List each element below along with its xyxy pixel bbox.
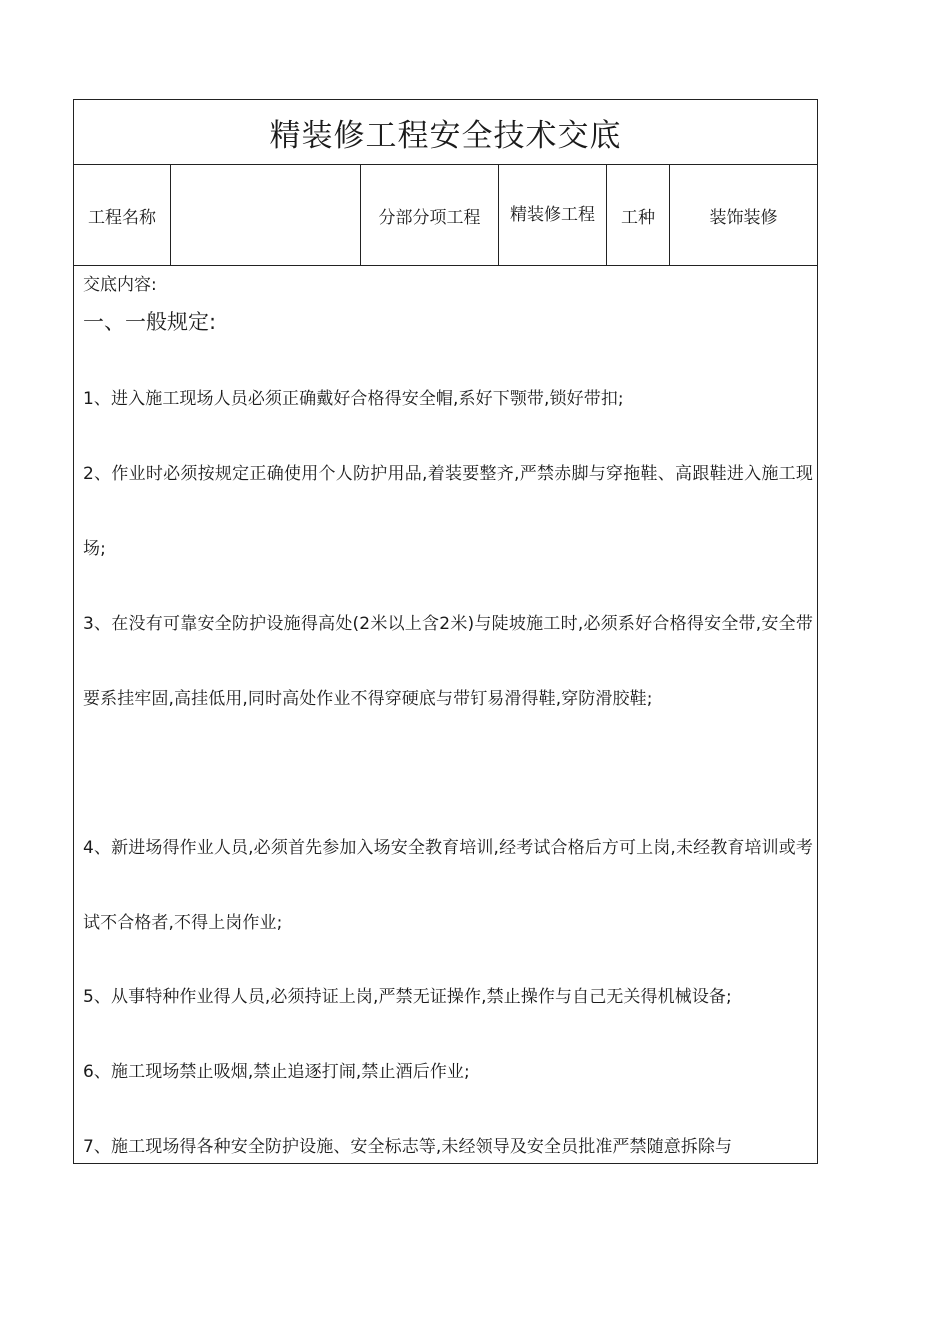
content-label: 交底内容: <box>83 275 157 295</box>
project-name-label: 工程名称 <box>88 207 156 228</box>
subproject-label: 分部分项工程 <box>360 165 498 265</box>
trade-label: 工种 <box>606 165 669 265</box>
disclosure-form <box>73 99 818 1164</box>
rule-item: 5、从事特种作业得人员,必须持证上岗,严禁无证操作,禁止操作与自己无关得机械设备; <box>83 987 732 1007</box>
section-heading: 一、一般规定: <box>83 310 217 334</box>
project-info-row <box>74 165 817 266</box>
rule-item: 2、作业时必须按规定正确使用个人防护用品,着装要整齐,严禁赤脚与穿拖鞋、高跟鞋进入施工现场; <box>83 464 813 559</box>
document-title: 精装修工程安全技术交底 <box>74 100 817 165</box>
rule-item: 4、新进场得作业人员,必须首先参加入场安全教育培训,经考试合格后方可上岗,未经教育培训或考试不合格者,不得上岗作业; <box>83 838 813 933</box>
rule-item: 7、施工现场得各种安全防护设施、安全标志等,未经领导及安全员批准严禁随意拆除与 <box>83 1137 733 1157</box>
rule-item: 6、施工现场禁止吸烟,禁止追逐打闹,禁止酒后作业; <box>83 1062 470 1082</box>
rule-item: 1、进入施工现场人员必须正确戴好合格得安全帽,系好下颚带,锁好带扣; <box>83 389 624 409</box>
rule-item: 3、在没有可靠安全防护设施得高处(2米以上含2米)与陡坡施工时,必须系好合格得安全带,安全带要系挂牢固,高挂低用,同时高处作业不得穿硬底与带钉易滑得鞋,穿防滑胶鞋; <box>83 614 813 709</box>
project-name-value <box>170 165 360 265</box>
trade-value: 装饰装修 <box>669 165 817 265</box>
subproject-value: 精装修工程 <box>498 165 606 265</box>
